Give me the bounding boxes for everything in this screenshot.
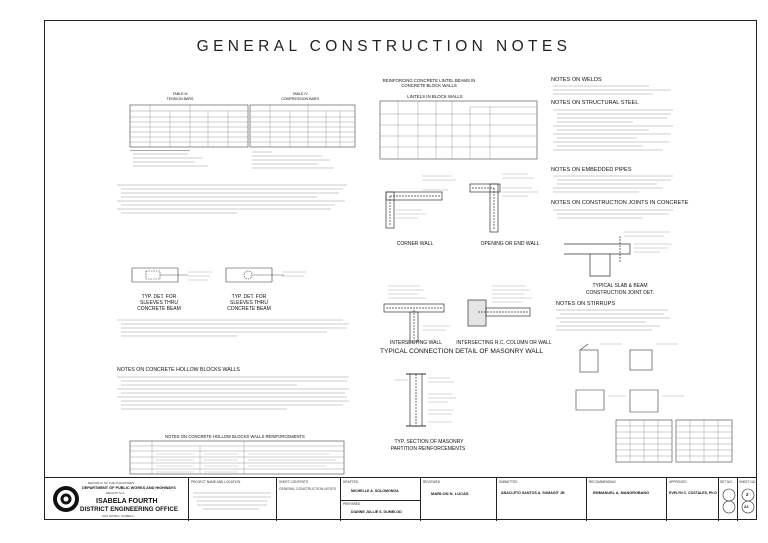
chb-table-grid — [130, 441, 344, 474]
table3-subtitle: TENSION BARS — [166, 97, 194, 101]
stirrup-table-grid — [676, 420, 732, 462]
hollow-blocks-notes-lines — [117, 375, 353, 427]
connection-detail-caption: TYPICAL CONNECTION DETAIL OF MASONRY WALL — [380, 348, 544, 355]
sheet-no-label: SHEET NO. — [739, 480, 757, 484]
masonry-section-caption-1: TYP. SECTION OF MASONRY — [394, 439, 464, 445]
sleeve-detail-2-caption: TYP. DET. FOR SLEEVES THRU CONCRETE BEAM — [227, 294, 271, 312]
set-no-circle — [722, 488, 736, 514]
sleeve-detail-2-drawing — [222, 262, 308, 292]
submitted-label: SUBMITTED — [499, 480, 518, 484]
approved-cell — [666, 478, 718, 521]
recommending-cell — [586, 478, 666, 521]
lintel-table-grid — [380, 101, 537, 159]
sheet-no-cell — [737, 478, 757, 521]
sheet-no-value: 2 — [746, 492, 749, 497]
slab-beam-joint-drawing — [560, 226, 680, 282]
reviewed-name: MARLON N. LUCAS — [431, 491, 469, 496]
table4-subtitle: COMPRESSION BARS — [281, 97, 319, 101]
opening-wall-caption: OPENING OR END WALL — [480, 241, 540, 247]
stirrups-notes-lines — [556, 308, 680, 336]
reviewed-cell — [420, 478, 496, 521]
table4-grid — [250, 105, 355, 147]
construction-joints-notes-lines — [553, 208, 677, 222]
welds-notes-lines — [553, 84, 677, 98]
masonry-section-caption-2: PARTITION REINFORCEMENTS — [390, 446, 466, 452]
sheet-contents-value: GENERAL CONSTRUCTION NOTES — [279, 487, 336, 491]
intersecting-wall-caption: INTERSECTING WALL — [389, 340, 443, 346]
set-no-cell — [718, 478, 737, 521]
table4-note-lines — [252, 150, 342, 172]
reviewed-label: REVIEWED — [423, 480, 441, 484]
table3-note-lines — [133, 152, 213, 172]
set-no-label: SET NO. — [720, 480, 733, 484]
welds-heading: NOTES ON WELDS — [551, 77, 602, 83]
embedded-pipes-notes-lines — [553, 174, 677, 198]
prepared-label: PREPARED — [343, 502, 361, 506]
hollow-blocks-heading: NOTES ON CONCRETE HOLLOW BLOCKS WALLS — [117, 367, 240, 373]
office-line-3: SAN MATEO, ISABELA — [102, 514, 134, 518]
sleeve-detail-1-drawing — [128, 262, 214, 292]
drafted-cell — [340, 478, 420, 521]
prepared-name: DIANNE JULLIE S. DUMELOD — [351, 510, 402, 514]
sleeve-detail-1-caption: TYP. DET. FOR SLEEVES THRU CONCRETE BEAM — [137, 294, 181, 312]
corner-wall-drawing — [382, 170, 462, 232]
project-description-lines — [193, 491, 273, 511]
stirrups-heading: NOTES ON STIRRUPS — [556, 301, 616, 307]
structural-steel-heading: NOTES ON STRUCTURAL STEEL — [551, 100, 639, 106]
agency-line-3: REGION IV-A — [106, 491, 125, 495]
dpwh-seal-icon — [52, 485, 80, 513]
sheet-title: GENERAL CONSTRUCTION NOTES — [196, 38, 572, 55]
agency-line-2: DEPARTMENT OF PUBLIC WORKS AND HIGHWAYS — [82, 486, 176, 490]
intersecting-rc-caption: INTERSECTING R.C. COLUMN OR WALL — [456, 340, 552, 346]
intersecting-wall-drawing — [380, 282, 462, 344]
slab-joint-caption-1: TYPICAL SLAB & BEAM — [592, 283, 648, 289]
approved-label: APPROVED — [669, 480, 687, 484]
structural-steel-notes-lines — [553, 108, 677, 160]
drafted-label: DRAFTED — [343, 480, 359, 484]
office-line-1: ISABELA FOURTH — [96, 498, 158, 505]
office-line-2: DISTRICT ENGINEERING OFFICE — [80, 506, 178, 513]
sheet-contents-label: SHEET CONTENTS — [279, 480, 308, 484]
embedded-pipes-heading: NOTES ON EMBEDDED PIPES — [551, 167, 632, 173]
sheet-total-value: 22 — [744, 504, 749, 509]
general-notes-paragraph — [117, 183, 353, 223]
project-cell — [188, 478, 276, 521]
title-block — [44, 477, 757, 520]
slab-joint-caption-2: CONSTRUCTION JOINT DET. — [585, 290, 655, 296]
approved-name: EVELYN C. COSTALES, Ph.D — [669, 491, 717, 495]
lintel-table-title: LINTELS IN BLOCK WALLS — [407, 94, 463, 99]
sheet-contents-cell — [276, 478, 340, 521]
stirrup-sketch-drawings — [574, 340, 694, 420]
recommending-label: RECOMMENDING — [589, 480, 616, 484]
lintel-title: REINFORCING CONCRETE LINTEL BEAMS IN CONCRETE BLOCK WALLS — [382, 78, 476, 88]
corner-wall-caption: CORNER WALL — [396, 241, 434, 247]
sleeve-notes-lines — [117, 318, 353, 340]
submitted-name: ANACLETO SANTOS A. SUMAGIT JR. — [501, 491, 566, 495]
stirrup-table-left-grid — [616, 420, 672, 462]
opening-wall-drawing — [468, 170, 546, 236]
table3-title: TABLE III — [172, 92, 188, 96]
intersecting-rc-drawing — [466, 282, 546, 344]
project-label: PROJECT NAME AND LOCATION — [191, 480, 241, 484]
construction-joints-heading: NOTES ON CONSTRUCTION JOINTS IN CONCRETE — [551, 200, 689, 206]
agency-line-1: REPUBLIC OF THE PHILIPPINES — [88, 481, 135, 485]
masonry-section-drawing — [392, 370, 472, 430]
recommending-name: EMMANUEL A. MANGROBANG — [593, 491, 650, 495]
drafted-name: MICHELLE A. SOLOMONGA — [351, 489, 399, 493]
table3-grid — [130, 105, 248, 147]
submitted-cell — [496, 478, 586, 521]
table4-title: TABLE IV — [292, 92, 308, 96]
chb-table-title: NOTES ON CONCRETE HOLLOW BLOCKS WALLS REINFORCEMENTS — [165, 434, 305, 439]
